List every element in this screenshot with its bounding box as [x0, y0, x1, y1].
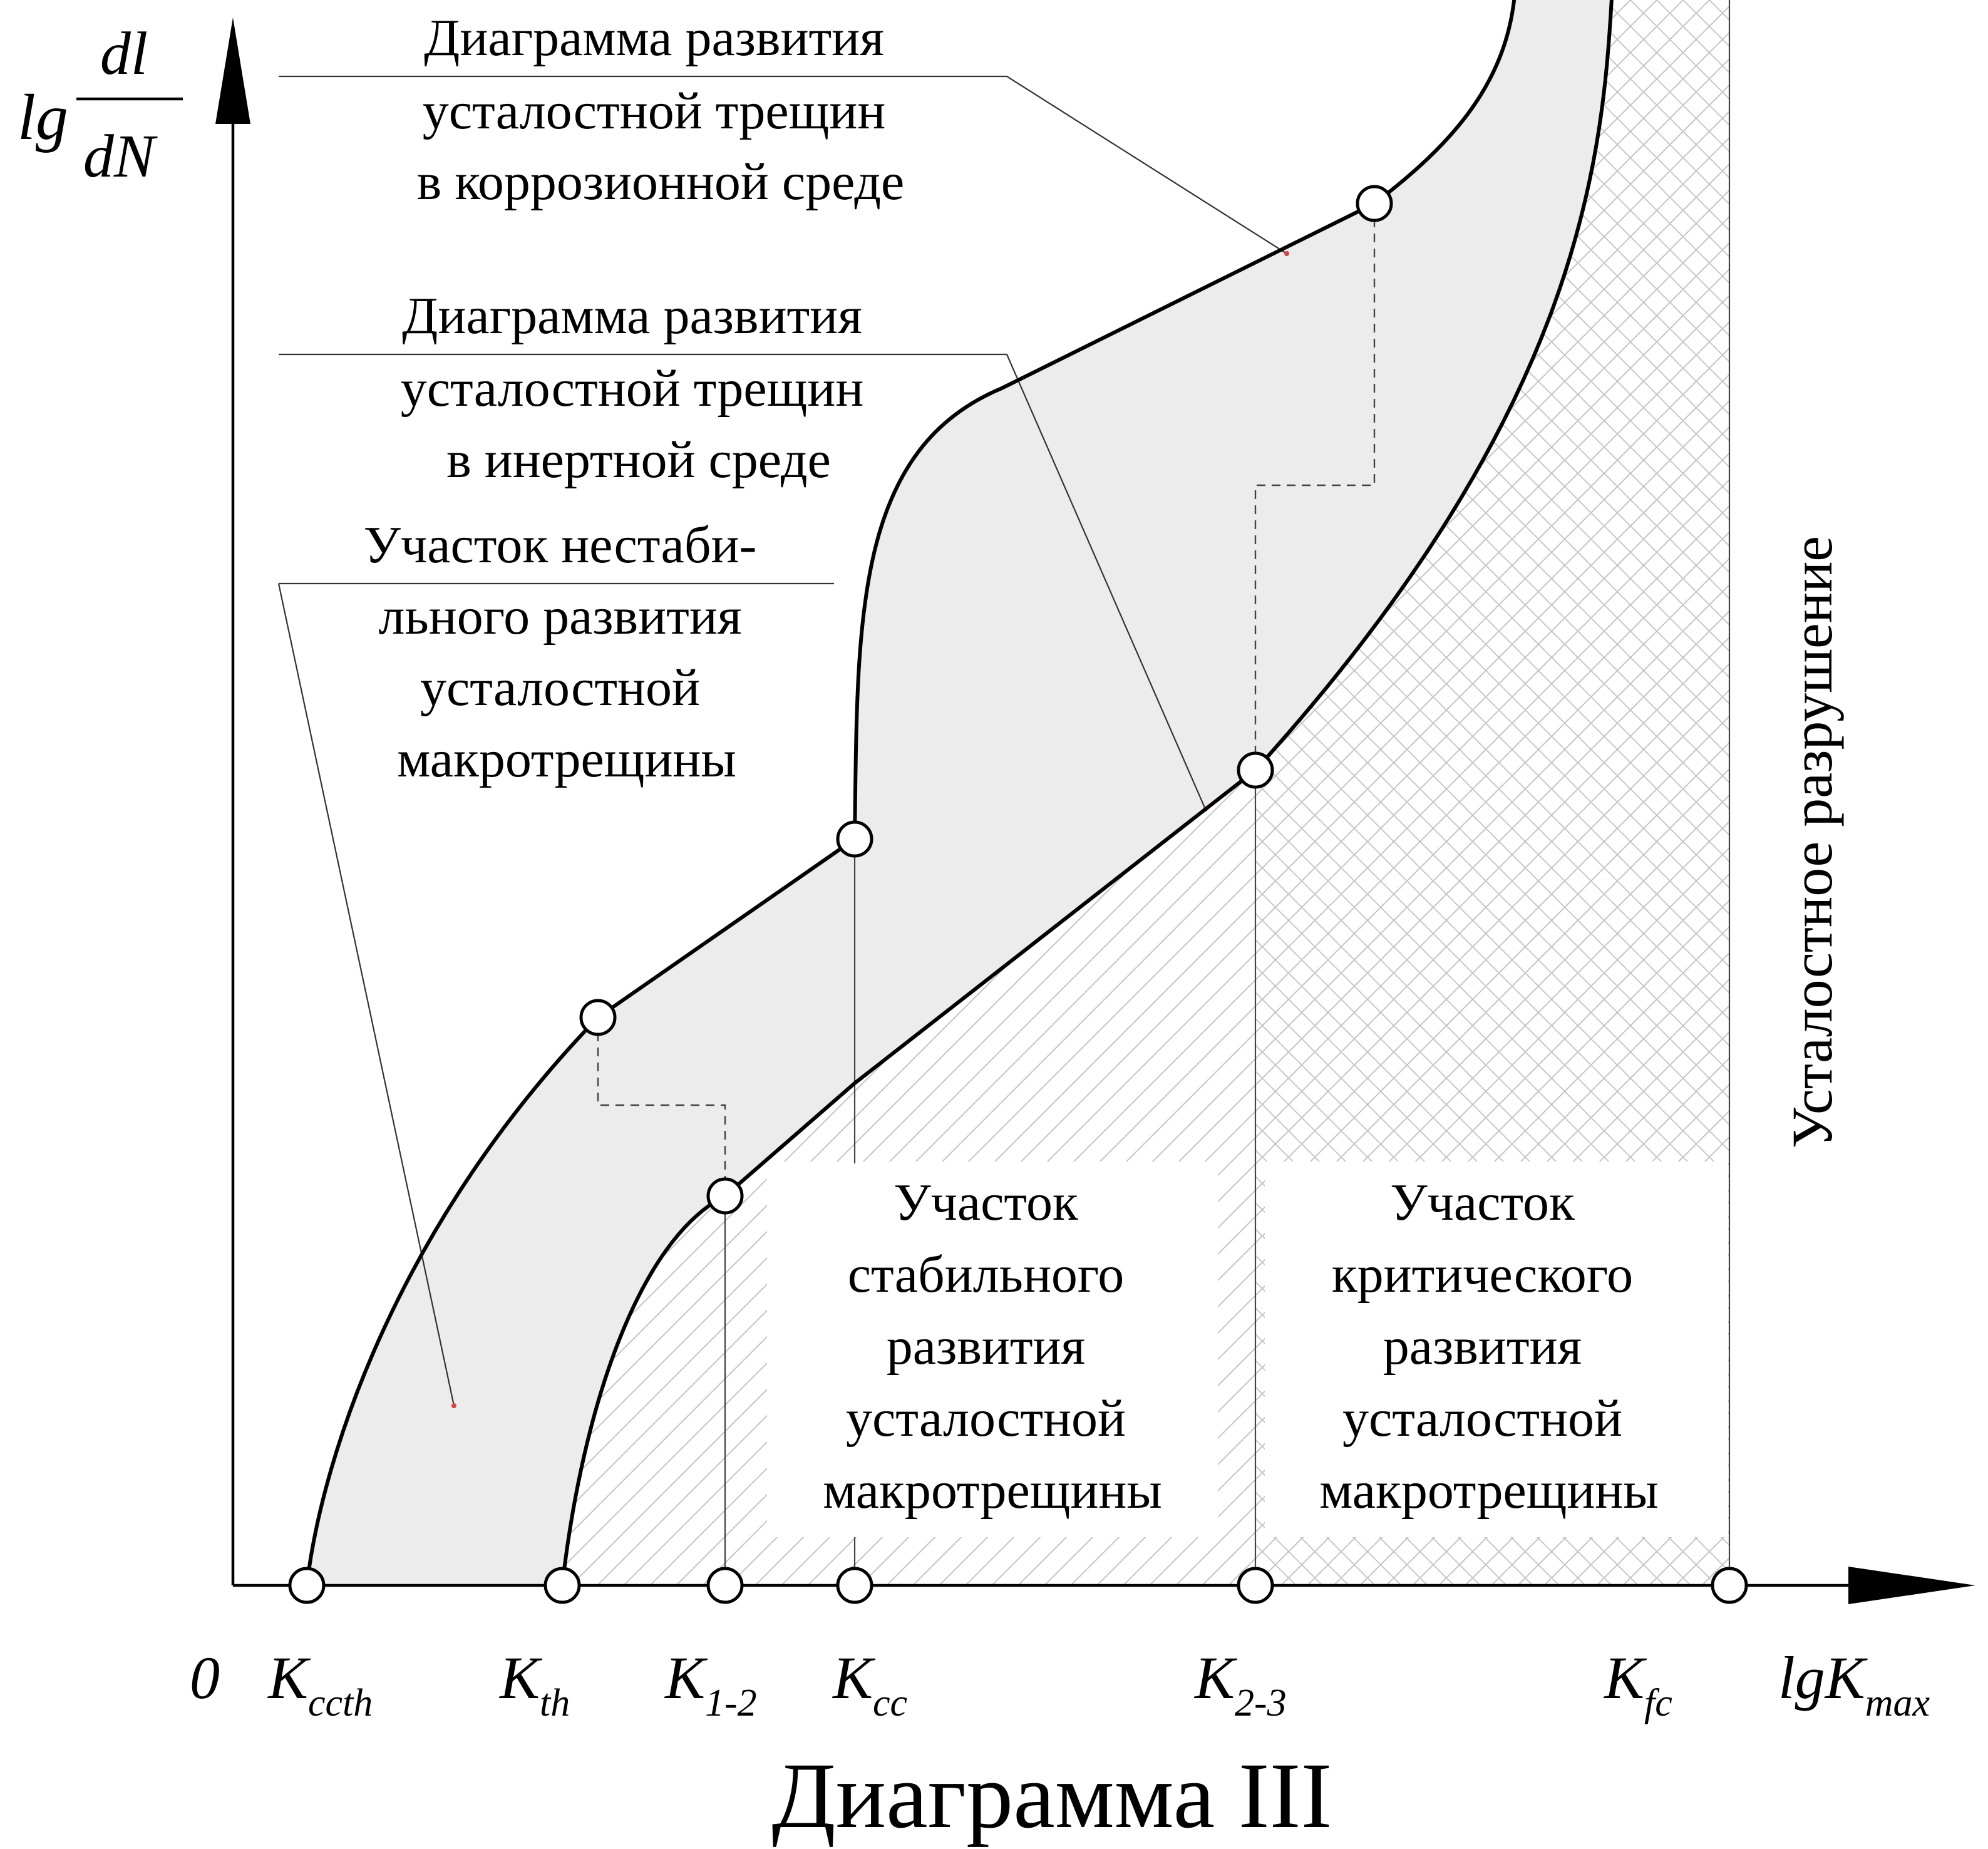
x-axis-arrow-icon [1848, 1567, 1975, 1604]
origin-label: 0 [190, 1644, 220, 1711]
label-corrosive-env: Диаграмма развития усталостной трещин в коррозионной среде [416, 9, 905, 211]
marker-corrosive-3 [1357, 187, 1391, 220]
leader-dot-corrosive [1284, 251, 1289, 256]
y-label-numerator: dl [100, 20, 148, 88]
marker-axis-kfc [1712, 1568, 1746, 1602]
tick-k23: $K_{2-3}$ [1195, 1644, 1287, 1724]
marker-inert-1 [708, 1179, 742, 1213]
label-inert-env: Диаграмма развития усталостной трещин в инертной среде [400, 287, 864, 489]
label-fatigue-fracture: Усталостное разрушение [1780, 535, 1844, 1149]
label-stable-section: Участок стабильного развития усталостной макротрещины [823, 1173, 1162, 1520]
y-label-denominator: dN [83, 123, 155, 190]
marker-corrosive-2 [838, 822, 872, 856]
marker-axis-k12 [708, 1568, 742, 1602]
tick-kth: $K_{th}$ [500, 1644, 570, 1724]
tick-kccth: $K_{ccth}$ [268, 1644, 373, 1724]
marker-axis-k23 [1239, 1568, 1272, 1602]
marker-axis-kcc [838, 1568, 872, 1602]
marker-corrosive-1 [581, 1001, 615, 1034]
marker-inert-2 [1239, 753, 1272, 787]
label-critical-section: Участок критического развития усталостной макротрещины [1319, 1173, 1659, 1520]
y-axis-arrow-icon [215, 18, 250, 124]
x-axis-label: lgK$_{max}$ [1778, 1644, 1930, 1724]
tick-kfc: $K_{fc}$ [1604, 1644, 1672, 1724]
leader-dot-unstable [451, 1403, 456, 1408]
tick-k12: $K_{1-2}$ [665, 1644, 757, 1724]
marker-axis-kccth [290, 1568, 324, 1602]
marker-axis-kth [545, 1568, 579, 1602]
tick-kcc: $K_{cc}$ [833, 1644, 908, 1724]
y-label-prefix: lg [18, 81, 68, 153]
label-unstable-section: Участок нестаби- льного развития усталостной макротрещины [363, 516, 757, 788]
figure-title: Диаграмма III [771, 1744, 1332, 1848]
